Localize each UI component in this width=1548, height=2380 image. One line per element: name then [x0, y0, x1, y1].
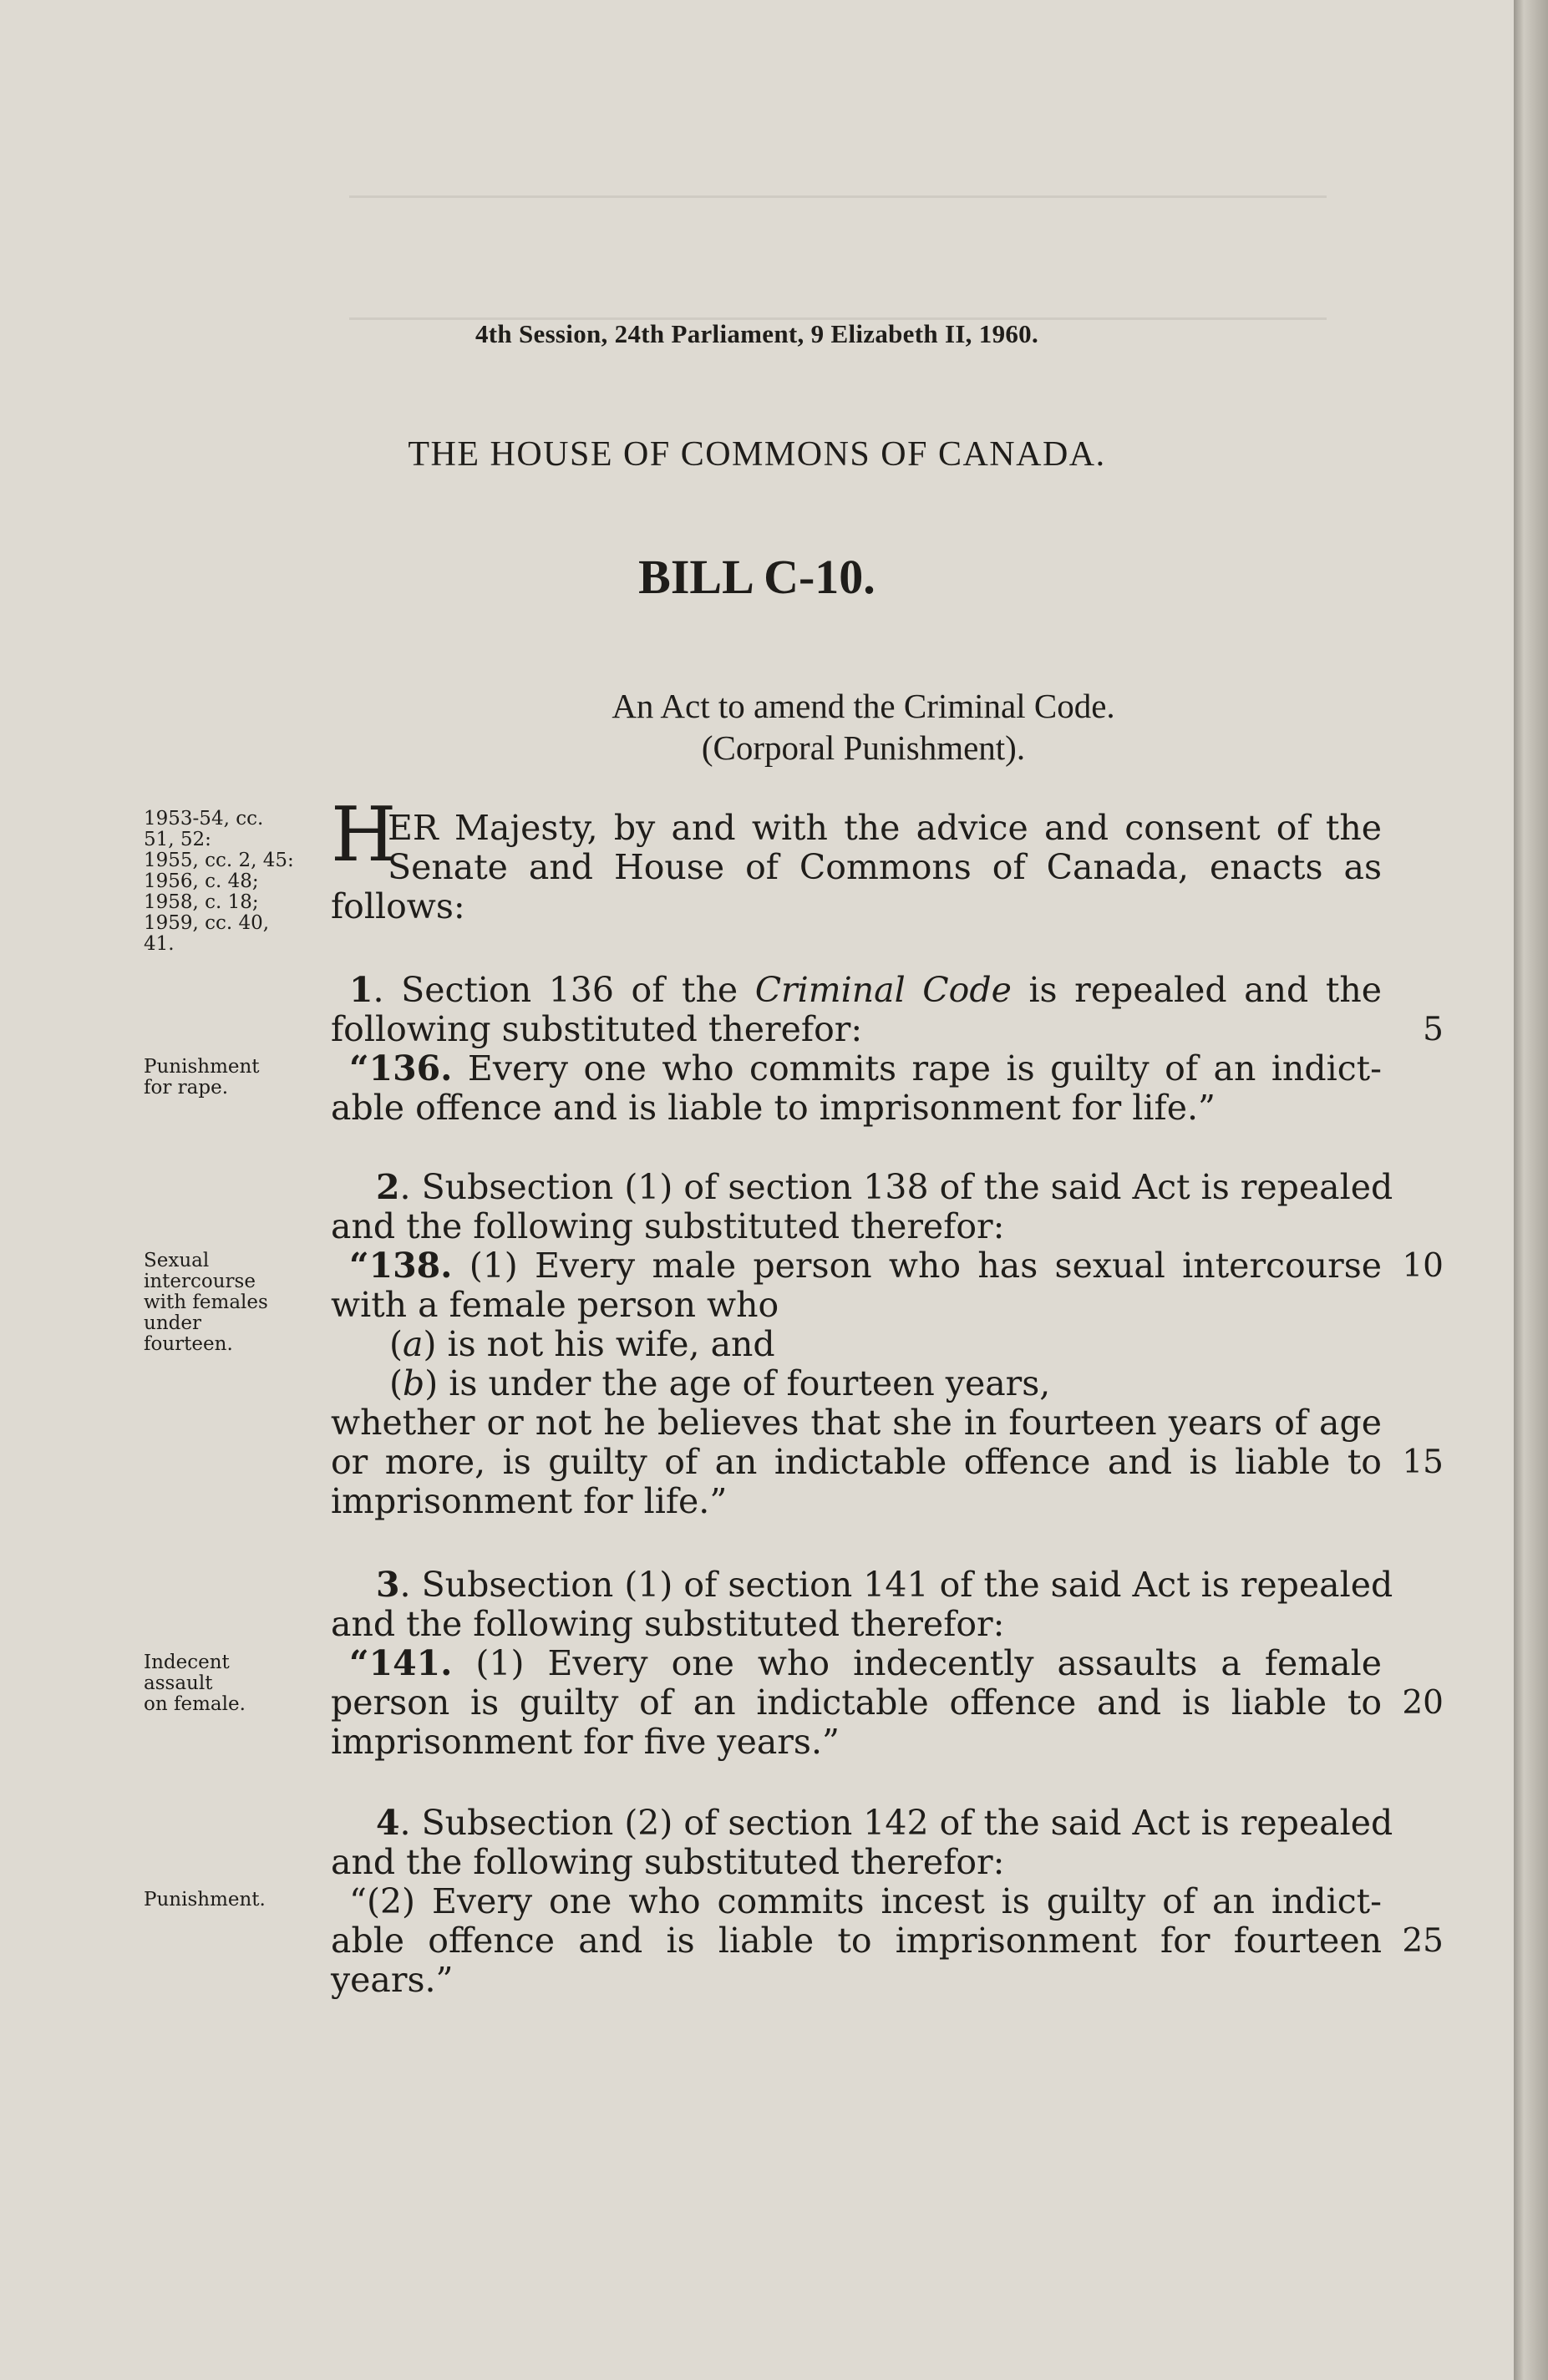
line-number: 10 — [1402, 1247, 1444, 1285]
bill-number: BILL C-10. — [638, 550, 876, 604]
page-edge — [1514, 0, 1548, 2380]
section-4-line — [376, 1803, 1393, 1843]
note-line: intercourse — [144, 1271, 256, 1292]
enacting-line: follows: — [331, 886, 465, 926]
marginal-note-indecent — [144, 1652, 340, 1715]
section-number: 3 — [376, 1565, 400, 1605]
text-run: (1) Every one who indecently assaults a female — [452, 1643, 1382, 1683]
note-line: assault — [144, 1672, 213, 1694]
section-4-line: and the following substituted therefor: — [331, 1842, 1005, 1882]
section-number: 4 — [376, 1803, 400, 1843]
marginal-note-sexual — [144, 1251, 340, 1355]
text-run: . Subsection (2) of section 142 of the said Act is repealed — [399, 1803, 1393, 1843]
note-line: with females — [144, 1291, 268, 1313]
citation-line: 1958, c. 18; — [144, 891, 259, 913]
house-title: THE HOUSE OF COMMONS OF CANADA. — [408, 435, 1106, 474]
enacting-line: ER Majesty, by and with the advice and consent of the — [388, 808, 1382, 848]
note-line: on female. — [144, 1693, 246, 1715]
citation-line: 1953-54, cc. — [144, 808, 264, 830]
italic-text: Criminal Code — [754, 970, 1012, 1010]
section-1-line: able offence and is liable to imprisonment for life.” — [331, 1088, 1216, 1128]
text-run: . Subsection (1) of section 141 of the said Act is repealed — [399, 1565, 1393, 1605]
text-run: is not his wife, and — [436, 1324, 775, 1364]
section-2-line — [349, 1246, 1382, 1286]
section-3-line: person is guilty of an indictable offence and is liable to — [331, 1682, 1382, 1723]
section-1-line — [349, 971, 1382, 1010]
enacting-line: Senate and House of Commons of Canada, enacts as — [388, 847, 1382, 887]
text-run: (1) Every male person who has sexual intercourse — [452, 1246, 1382, 1286]
citation-line: 1955, cc. 2, 45: — [144, 850, 294, 871]
line-number: 15 — [1402, 1444, 1444, 1481]
section-number: 1 — [349, 970, 373, 1010]
note-line: Punishment. — [144, 1889, 266, 1911]
faint-rule-top — [349, 195, 1327, 198]
section-2-line: imprisonment for life.” — [331, 1481, 728, 1521]
section-2-line: and the following substituted therefor: — [331, 1206, 1005, 1246]
act-title — [0, 685, 1548, 769]
section-2-line: or more, is guilty of an indictable offence and is liable to — [331, 1442, 1382, 1482]
text-run: is repealed and the — [1011, 970, 1383, 1010]
citation-line: 41. — [144, 933, 175, 955]
section-2-line — [376, 1167, 1393, 1207]
section-4-line: able offence and is liable to imprisonment for fourteen — [331, 1921, 1382, 1961]
citation-line: 51, 52: — [144, 829, 211, 850]
section-4-line: “(2) Every one who commits incest is guilty of an indict- — [349, 1881, 1382, 1921]
section-3-line: imprisonment for five years.” — [331, 1722, 840, 1762]
line-number: 20 — [1402, 1684, 1444, 1722]
text-run: . Subsection (1) of section 138 of the said Act is repealed — [399, 1167, 1393, 1207]
section-3-line: and the following substituted therefor: — [331, 1604, 1005, 1644]
note-line: fourteen. — [144, 1333, 233, 1355]
act-title-line1: An Act to amend the Criminal Code. — [612, 687, 1115, 725]
paragraph-mark: a — [403, 1324, 424, 1364]
act-title-line2: (Corporal Punishment). — [701, 728, 1026, 767]
note-line: Sexual — [144, 1250, 210, 1271]
line-number: 5 — [1423, 1011, 1444, 1048]
citation-line: 1956, c. 48; — [144, 870, 259, 892]
quoted-section-number: “136. — [349, 1048, 453, 1089]
section-2-paragraph-a: (a) is not his wife, and — [389, 1324, 775, 1364]
section-3-line — [376, 1565, 1393, 1605]
text-run: Every one who commits rape is guilty of an indict- — [452, 1048, 1382, 1089]
section-2-line: with a female person who — [331, 1285, 779, 1325]
session-line: 4th Session, 24th Parliament, 9 Elizabeth II, 1960. — [475, 319, 1039, 348]
text-run: is under the age of fourteen years, — [438, 1363, 1051, 1403]
paragraph-mark: b — [403, 1363, 425, 1403]
section-1-line — [349, 1049, 1382, 1089]
section-2-line: whether or not he believes that she in fourteen years of age — [331, 1403, 1382, 1443]
section-3-line — [349, 1644, 1382, 1683]
section-2-paragraph-b: (b) is under the age of fourteen years, — [389, 1363, 1051, 1403]
note-line: Indecent — [144, 1652, 230, 1673]
quoted-section-number: “138. — [349, 1246, 453, 1286]
text-run: . Section 136 of the — [373, 970, 755, 1010]
section-number: 2 — [376, 1167, 400, 1207]
note-line: under — [144, 1312, 201, 1334]
marginal-note-citation — [144, 809, 340, 955]
note-line: Punishment — [144, 1056, 260, 1078]
section-4-line: years.” — [331, 1960, 454, 2000]
marginal-note-rape — [144, 1057, 340, 1099]
line-number: 25 — [1402, 1922, 1444, 1960]
quoted-section-number: “141. — [349, 1643, 453, 1683]
section-1-line: following substituted therefor: — [331, 1009, 863, 1049]
note-line: for rape. — [144, 1077, 229, 1099]
drop-cap: H — [331, 791, 397, 879]
marginal-note-punishment — [144, 1890, 340, 1911]
citation-line: 1959, cc. 40, — [144, 912, 270, 934]
